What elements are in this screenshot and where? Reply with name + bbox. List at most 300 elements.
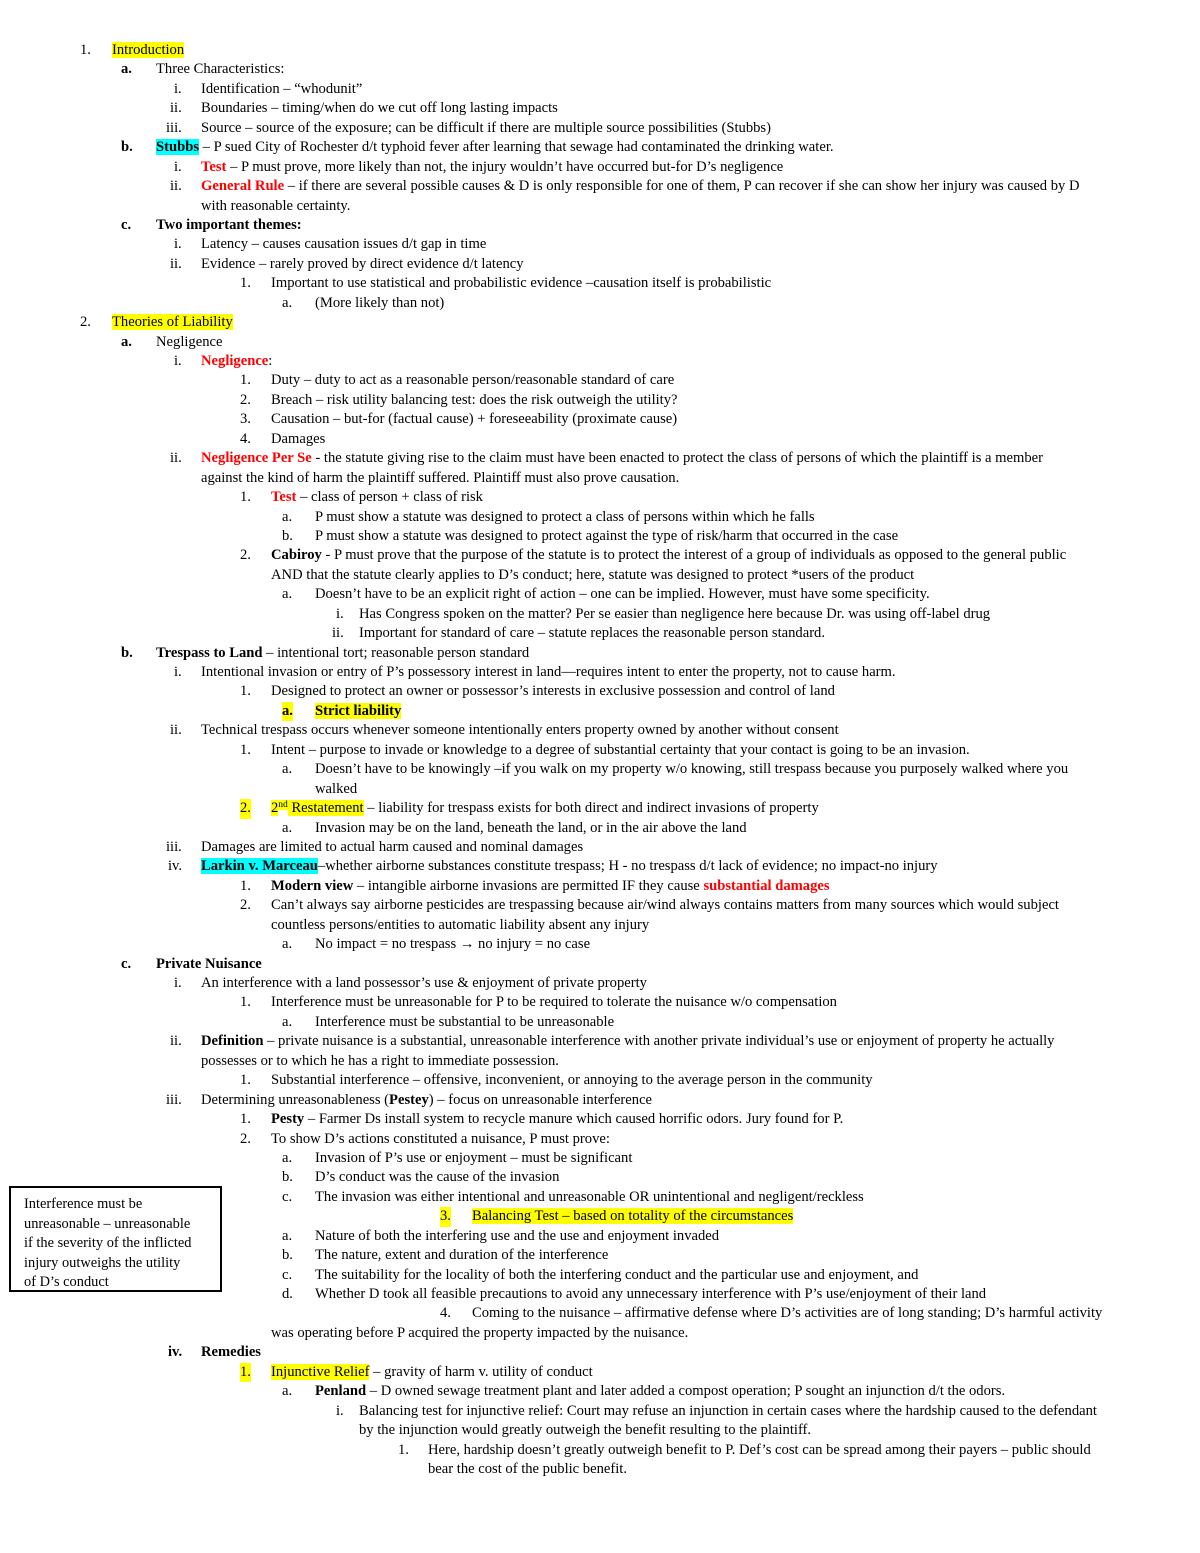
list-marker: a. (282, 761, 293, 778)
list-marker: c. (282, 1188, 293, 1205)
list-marker: iii. (166, 119, 182, 136)
text-run: with reasonable certainty. (201, 197, 351, 214)
list-marker: 1. (240, 877, 251, 894)
text-run: Cabiroy (271, 547, 322, 564)
list-marker: iv. (168, 1344, 183, 1361)
outline-line (0, 1052, 1200, 1071)
line-text (315, 780, 357, 799)
list-marker: b. (282, 527, 293, 544)
outline-line (0, 896, 1200, 915)
line-text (315, 1188, 864, 1207)
text-run: Pestey (389, 1091, 429, 1108)
text-run: Can’t always say airborne pesticides are trespassing because air/wind always contains matters from many sources which would subject (271, 897, 1059, 914)
line-text (201, 838, 583, 857)
outline-line (0, 488, 1200, 507)
outline-line (0, 1013, 1200, 1032)
outline-line (0, 1091, 1200, 1110)
outline-line (0, 1421, 1200, 1440)
line-text (271, 371, 674, 390)
outline-line (0, 1149, 1200, 1168)
line-text (271, 546, 1066, 565)
outline-line (0, 352, 1200, 371)
outline-line (0, 857, 1200, 876)
note-line: if the severity of the inflicted (24, 1235, 192, 1252)
text-run: ) – focus on unreasonable interference (428, 1091, 653, 1108)
text-run: Substantial interference – offensive, inconvenient, or annoying to the average person in the community (271, 1072, 873, 1089)
line-text (315, 819, 747, 838)
outline-line (0, 1324, 1200, 1343)
red-term: General Rule (201, 178, 285, 195)
list-marker: a. (282, 294, 293, 311)
outline-line (0, 449, 1200, 468)
text-run: P must show a statute was designed to protect a class of persons within which he falls (315, 508, 815, 525)
text-run: - the statute giving rise to the claim must have been enacted to protect the class of persons of which the plaintiff is a member (311, 450, 1043, 467)
line-text (315, 702, 401, 721)
list-marker: 1. (240, 1363, 251, 1382)
line-text (315, 1013, 614, 1032)
red-term: Test (201, 158, 227, 175)
outline-line (0, 1382, 1200, 1401)
line-text (359, 1421, 811, 1440)
list-marker: b. (282, 1247, 293, 1264)
line-text (271, 741, 970, 760)
line-text (156, 955, 262, 974)
text-run: Pesty (271, 1111, 305, 1128)
text-run: – liability for trespass exists for both direct and indirect invasions of property (363, 800, 819, 817)
text-run: Important to use statistical and probabilistic evidence –causation itself is probabilistic (271, 275, 772, 292)
outline-line (0, 274, 1200, 293)
list-marker: ii. (170, 178, 182, 195)
outline-line (0, 216, 1200, 235)
list-marker: c. (121, 955, 132, 972)
text-run: Invasion may be on the land, beneath the land, or in the air above the land (315, 819, 747, 836)
outline-line (0, 1032, 1200, 1051)
outline-line (0, 60, 1200, 79)
list-marker: 1. (398, 1441, 409, 1458)
text-run: Whether D took all feasible precautions to avoid any unnecessary interference with P’s use/enjoyment of their land (315, 1286, 987, 1302)
outline-line (0, 1460, 1200, 1479)
text-run: Trespass to Land (156, 644, 263, 661)
list-marker: 3. (440, 1207, 451, 1226)
list-marker: ii. (332, 625, 344, 642)
highlighted-text: 2 (271, 800, 279, 817)
outline-line (0, 780, 1200, 799)
line-text (472, 1304, 1102, 1323)
list-marker: ii. (170, 450, 182, 467)
outline-line (0, 721, 1200, 740)
line-text (201, 158, 783, 177)
list-marker: a. (282, 1013, 293, 1030)
list-marker: 2. (240, 547, 251, 564)
text-run: : (268, 353, 273, 369)
list-marker: i. (174, 353, 182, 369)
line-text (271, 1363, 593, 1382)
line-text (201, 197, 350, 216)
list-marker: 1. (240, 275, 251, 292)
text-run: – D owned sewage treatment plant and later added a compost operation; P sought an injunction d/t the odors. (366, 1383, 1006, 1400)
line-text (201, 449, 1043, 468)
outline-line (0, 741, 1200, 760)
text-run: Damages (271, 430, 326, 447)
line-text (271, 993, 837, 1012)
line-text (271, 1071, 873, 1090)
list-marker: 3. (240, 411, 251, 428)
line-text (315, 585, 930, 604)
outline-line (0, 1130, 1200, 1149)
text-run: Negligence (156, 333, 223, 350)
outline-line (0, 585, 1200, 604)
list-marker: ii. (170, 1033, 182, 1050)
list-marker: a. (282, 586, 293, 603)
line-text (359, 1402, 1097, 1421)
line-text (315, 1149, 632, 1168)
list-marker: d. (282, 1286, 293, 1302)
text-run: Doesn’t have to be an explicit right of action – one can be implied. However, must have some specificity. (315, 586, 930, 603)
text-run: Intentional invasion or entry of P’s possessory interest in land—requires intent to enter the property, not to cause harm. (201, 664, 896, 680)
line-text (201, 1052, 559, 1071)
outline-line (0, 294, 1200, 313)
text-run: Causation – but-for (factual cause) + foreseeability (proximate cause) (271, 411, 678, 428)
list-marker: 1. (240, 372, 251, 389)
line-text (112, 313, 233, 332)
list-marker: i. (174, 236, 182, 253)
outline-line (0, 119, 1200, 138)
highlighted-text: Injunctive Relief (271, 1363, 370, 1380)
list-marker: b. (282, 1169, 293, 1186)
line-text (271, 566, 914, 585)
list-marker: 4. (240, 430, 251, 447)
list-marker: a. (282, 1227, 293, 1244)
text-run: Penland (315, 1383, 367, 1400)
note-line: injury outweighs the utility (24, 1254, 181, 1271)
list-marker: i. (336, 605, 344, 622)
line-text (315, 294, 444, 313)
text-run: – intangible airborne invasions are permitted IF they cause (353, 877, 704, 894)
list-marker: b. (121, 644, 133, 661)
text-run: by the injunction would greatly outweigh the benefit resulting to the plaintiff. (359, 1422, 812, 1439)
text-run: P must show a statute was designed to protect against the type of risk/harm that occurred in the case (315, 527, 899, 544)
text-run: walked (315, 780, 358, 797)
red-term: Negligence Per Se (201, 450, 312, 467)
highlighted-text: Stubbs (156, 139, 200, 156)
text-run: Three Characteristics: (156, 61, 285, 78)
list-marker: a. (282, 936, 293, 953)
text-run: – private nuisance is a substantial, unreasonable interference with another private individual’s use or enjoyment of property he actually (263, 1033, 1055, 1050)
text-run: – gravity of harm v. utility of conduct (369, 1363, 593, 1380)
text-run: Definition (201, 1033, 264, 1050)
list-marker: 2. (240, 897, 251, 914)
list-marker: i. (174, 975, 182, 991)
line-text (315, 1382, 1005, 1401)
line-text (315, 527, 898, 546)
text-run: Evidence – rarely proved by direct evidence d/t latency (201, 255, 524, 272)
line-text (315, 1246, 608, 1265)
text-run: was operating before P acquired the property impacted by the nuisance. (271, 1324, 689, 1341)
outline-line (0, 313, 1200, 332)
red-term: Test (271, 489, 297, 506)
outline-line (0, 391, 1200, 410)
text-run: bear the cost of the public benefit. (428, 1460, 627, 1477)
text-run: An interference with a land possessor’s use & enjoyment of private property (201, 975, 647, 991)
outline-line (0, 1363, 1200, 1382)
text-run: The nature, extent and duration of the interference (315, 1247, 609, 1264)
text-run: D’s conduct was the cause of the invasion (315, 1169, 560, 1186)
highlighted-text: nd (278, 800, 288, 811)
text-run: Designed to protect an owner or possessor’s interests in exclusive possession and control of land (271, 683, 835, 700)
list-marker: 4. (440, 1305, 451, 1322)
line-text (271, 682, 835, 701)
line-text (271, 916, 649, 935)
list-marker: 1. (240, 1111, 251, 1128)
line-text (271, 877, 830, 896)
note-line: Interference must be (24, 1196, 143, 1212)
list-marker: 1. (240, 994, 251, 1011)
text-run: –whether airborne substances constitute trespass; H - no trespass d/t lack of evidence; no impact-no injury (317, 858, 938, 875)
outline-line (0, 235, 1200, 254)
text-run: Intent – purpose to invade or knowledge to a degree of substantial certainty that your contact is going to be an invasion. (271, 741, 970, 758)
outline-line (0, 974, 1200, 993)
list-marker: 2. (240, 799, 251, 818)
line-text (201, 663, 896, 682)
outline-line (0, 838, 1200, 857)
outline-line (0, 197, 1200, 216)
outline-line (0, 644, 1200, 663)
text-run: Coming to the nuisance – affirmative defense where D’s activities are of long standing; D’s harmful activity (472, 1305, 1103, 1322)
list-marker: a. (121, 333, 132, 350)
highlighted-text: Balancing Test – based on totality of the circumstances (472, 1208, 794, 1225)
line-text (201, 469, 679, 488)
text-run: Modern view (271, 877, 354, 894)
line-text (156, 644, 529, 663)
text-run: Interference must be substantial to be unreasonable (315, 1013, 615, 1030)
outline-line (0, 508, 1200, 527)
line-text (201, 177, 1079, 196)
list-marker: a. (282, 702, 293, 721)
line-text (315, 1227, 719, 1246)
line-text (428, 1460, 627, 1479)
text-run: Determining unreasonableness ( (201, 1091, 390, 1108)
text-run: To show D’s actions constituted a nuisance, P must prove: (271, 1130, 610, 1147)
list-marker: 1. (240, 683, 251, 700)
line-text (271, 410, 677, 429)
list-marker: a. (121, 61, 132, 78)
line-text (201, 1343, 261, 1362)
outline-line (0, 1304, 1200, 1323)
line-text (428, 1441, 1091, 1460)
list-marker: ii. (170, 255, 182, 272)
list-marker: c. (121, 216, 132, 233)
line-text (201, 1032, 1054, 1051)
line-text (315, 1285, 986, 1304)
line-text (201, 119, 771, 138)
outline-line (0, 760, 1200, 779)
list-marker: a. (282, 1383, 293, 1400)
line-text (271, 391, 678, 410)
line-text (271, 799, 819, 818)
list-marker: a. (282, 508, 293, 525)
list-marker: 1. (240, 741, 251, 758)
text-run: Damages are limited to actual harm caused and nominal damages (201, 838, 584, 855)
list-marker: a. (282, 1149, 293, 1166)
list-marker: iii. (166, 838, 182, 855)
highlighted-text: Larkin v. Marceau (201, 858, 318, 875)
line-text (271, 896, 1059, 915)
line-text (156, 216, 302, 235)
outline-line (0, 41, 1200, 60)
text-run: Invasion of P’s use or enjoyment – must be significant (315, 1149, 633, 1166)
line-text (271, 274, 771, 293)
line-text (315, 508, 815, 527)
text-run: Identification – “whodunit” (201, 80, 363, 97)
outline-line (0, 333, 1200, 352)
outline-line (0, 255, 1200, 274)
outline-line (0, 430, 1200, 449)
line-text (201, 80, 362, 99)
text-run: Has Congress spoken on the matter? Per se easier than negligence here because Dr. was using off-label drug (359, 605, 991, 622)
outline-line (0, 138, 1200, 157)
list-marker: iii. (166, 1091, 182, 1108)
outline-line (0, 177, 1200, 196)
red-term: substantial damages (703, 877, 830, 894)
list-marker: i. (174, 664, 182, 680)
outline-line (0, 682, 1200, 701)
line-text (271, 1110, 843, 1129)
list-marker: a. (282, 819, 293, 836)
text-run: countless persons/entities to automatic liability absent any injury (271, 916, 650, 933)
outline-line (0, 799, 1200, 818)
text-run: Two important themes: (156, 216, 302, 233)
highlighted-text: Restatement (287, 800, 364, 817)
outline-line (0, 955, 1200, 974)
text-run: Balancing test for injunctive relief: Court may refuse an injunction in certain cases where the hardship caused to the defendant (359, 1402, 1097, 1419)
line-text (472, 1207, 793, 1226)
text-run: Nature of both the interfering use and the use and enjoyment invaded (315, 1227, 720, 1244)
list-marker: i. (336, 1402, 344, 1419)
text-run: Private Nuisance (156, 955, 262, 972)
list-marker: i. (174, 80, 182, 97)
line-text (315, 1266, 918, 1285)
outline-line (0, 1441, 1200, 1460)
list-marker: 2. (80, 314, 91, 331)
list-marker: 1. (80, 42, 91, 58)
line-text (359, 605, 990, 624)
line-text (271, 488, 483, 507)
line-text (201, 235, 486, 254)
outline-line (0, 1343, 1200, 1362)
outline-line (0, 877, 1200, 896)
line-text (201, 1091, 652, 1110)
outline-line (0, 605, 1200, 624)
list-marker: iv. (168, 858, 183, 875)
text-run: Here, hardship doesn’t greatly outweigh benefit to P. Def’s cost can be spread among their payers – public should (428, 1441, 1091, 1458)
line-text (201, 721, 839, 740)
line-text (271, 1130, 610, 1149)
line-text (201, 99, 558, 118)
text-run: The suitability for the locality of both the interfering conduct and the particular use and enjoyment, and (315, 1266, 919, 1283)
list-marker: 2. (240, 1130, 251, 1147)
text-run: Boundaries – timing/when do we cut off long lasting impacts (201, 100, 558, 117)
outline-line (0, 80, 1200, 99)
text-run: against the kind of harm the plaintiff suffered. Plaintiff must also prove causation. (201, 469, 680, 486)
outline-line (0, 1168, 1200, 1187)
outline-line (0, 935, 1200, 954)
highlighted-text: Introduction (112, 42, 185, 58)
outline-line (0, 546, 1200, 565)
line-text (112, 41, 184, 60)
outline-line (0, 1110, 1200, 1129)
text-run: Doesn’t have to be knowingly –if you walk on my property w/o knowing, still trespass because you purposely walked where you (315, 761, 1069, 778)
line-text (201, 974, 647, 993)
list-marker: 2. (240, 391, 251, 408)
margin-note-box (9, 1186, 222, 1292)
text-run: AND that the statute clearly applies to D’s conduct; here, statute was designed to protect *users of the product (271, 566, 915, 583)
outline-line (0, 993, 1200, 1012)
outline-line (0, 1402, 1200, 1421)
text-run: - P must prove that the purpose of the statute is to protect the interest of a group of individuals as opposed to the general public (321, 547, 1067, 564)
line-text (201, 352, 272, 371)
line-text (156, 138, 834, 157)
note-line: unreasonable – unreasonable (24, 1215, 191, 1232)
outline-line (0, 1071, 1200, 1090)
text-run: Important for standard of care – statute replaces the reasonable person standard. (359, 625, 825, 642)
line-text (156, 333, 222, 352)
text-run: (More likely than not) (315, 294, 445, 311)
text-run: Source – source of the exposure; can be difficult if there are multiple source possibilities (Stubbs) (201, 119, 771, 136)
line-text (201, 857, 938, 876)
line-text (156, 60, 284, 79)
text-run: – intentional tort; reasonable person standard (262, 644, 530, 661)
outline-line (0, 566, 1200, 585)
list-marker: b. (121, 139, 133, 156)
text-run: Duty – duty to act as a reasonable person/reasonable standard of care (271, 372, 675, 389)
text-run: Breach – risk utility balancing test: does the risk outweigh the utility? (271, 391, 678, 408)
line-text (271, 430, 325, 449)
list-marker: i. (174, 158, 182, 175)
note-line: of D’s conduct (24, 1274, 109, 1291)
outline-line (0, 527, 1200, 546)
line-text (271, 1324, 688, 1343)
text-run: – Farmer Ds install system to recycle manure which caused horrific odors. Jury found for P. (304, 1111, 844, 1128)
text-run: – P sued City of Rochester d/t typhoid fever after learning that sewage had contaminated the drinking water. (199, 139, 834, 156)
text-run: No impact = no trespass → no injury = no case (315, 936, 591, 953)
outline-line (0, 916, 1200, 935)
text-run: possesses or to which he has a right to immediate possession. (201, 1052, 559, 1069)
text-run: Interference must be unreasonable for P to be required to tolerate the nuisance w/o compensation (271, 994, 837, 1011)
line-text (201, 255, 524, 274)
line-text (359, 624, 825, 643)
outline-line (0, 410, 1200, 429)
line-text (315, 760, 1068, 779)
red-term: Negligence (201, 353, 269, 369)
outline-line (0, 158, 1200, 177)
outline-line (0, 469, 1200, 488)
list-marker: c. (282, 1266, 293, 1283)
text-run: – class of person + class of risk (296, 489, 483, 506)
text-run: – if there are several possible causes & D is only responsible for one of them, P can recover if she can show her injury was caused by D (284, 178, 1080, 195)
list-marker: 1. (240, 1072, 251, 1089)
outline-line (0, 371, 1200, 390)
outline-line (0, 99, 1200, 118)
text-run: – P must prove, more likely than not, the injury wouldn’t have occurred but-for D’s negligence (226, 158, 784, 175)
text-run: Remedies (201, 1344, 261, 1361)
line-text (315, 935, 590, 954)
list-marker: ii. (170, 100, 182, 117)
text-run: The invasion was either intentional and unreasonable OR unintentional and negligent/reckless (315, 1188, 864, 1205)
outline-line (0, 624, 1200, 643)
text-run: Technical trespass occurs whenever someone intentionally enters property owned by another without consent (201, 722, 839, 739)
list-marker: 1. (240, 489, 251, 506)
list-marker: ii. (170, 722, 182, 739)
